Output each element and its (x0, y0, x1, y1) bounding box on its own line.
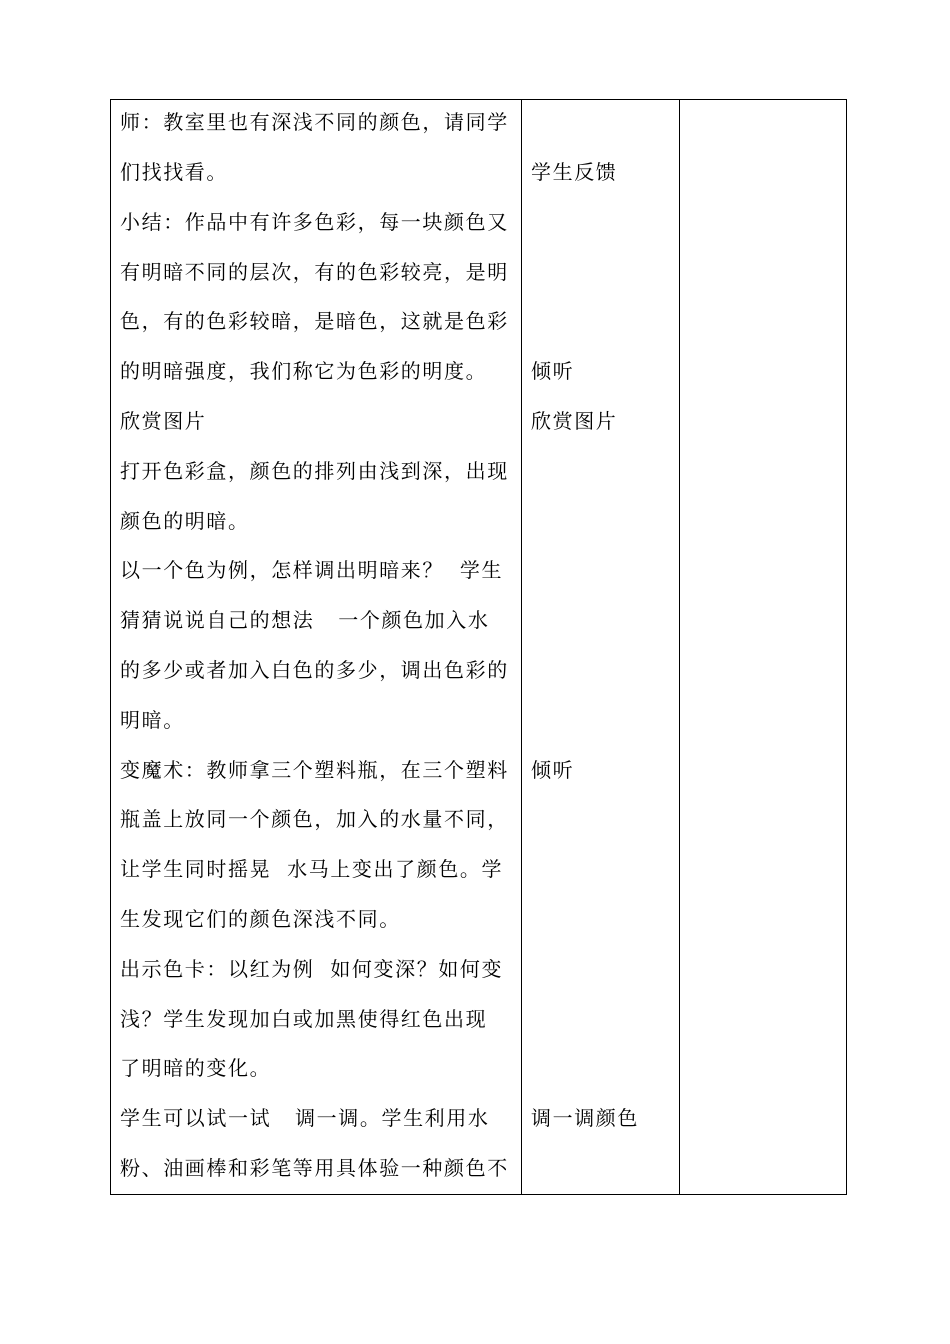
text-line: 欣赏图片 (120, 409, 207, 433)
text-line: 颜色的明暗。 (120, 509, 250, 533)
lesson-plan-table (110, 99, 847, 1195)
text-line: 粉、油画棒和彩笔等用具体验一种颜色不 (120, 1156, 509, 1180)
text-line: 变魔术：教师拿三个塑料瓶，在三个塑料 (120, 758, 509, 782)
text-line: 打开色彩盒，颜色的排列由浅到深，出现 (120, 459, 509, 483)
text-line: 了明暗的变化。 (120, 1056, 272, 1080)
text-line: 学生可以试一试 调一调。学生利用水 (120, 1106, 490, 1130)
student-appreciate-text: 欣赏图片 (531, 409, 618, 433)
text-line: 浅？学生发现加白或加黑使得红色出现 (120, 1007, 488, 1031)
student-mix-colors-text: 调一调颜色 (531, 1106, 639, 1130)
text-line: 有明暗不同的层次，有的色彩较亮，是明 (120, 260, 509, 284)
text-line: 瓶盖上放同一个颜色，加入的水量不同， (120, 807, 509, 831)
text-line: 生发现它们的颜色深浅不同。 (120, 907, 401, 931)
text-line: 的明暗强度，我们称它为色彩的明度。 (120, 359, 488, 383)
text-line: 以一个色为例，怎样调出明暗来？ 学生 (120, 558, 504, 582)
text-line: 猜猜说说自己的想法 一个颜色加入水 (120, 608, 490, 632)
text-line: 出示色卡：以红为例 如何变深？如何变 (120, 957, 504, 981)
student-feedback-text: 学生反馈 (531, 160, 618, 184)
text-line: 们找找看。 (120, 160, 228, 184)
text-line: 色，有的色彩较暗，是暗色，这就是色彩 (120, 309, 509, 333)
text-line: 让学生同时摇晃 水马上变出了颜色。学 (120, 857, 504, 881)
column-divider (679, 100, 680, 1194)
column-divider (521, 100, 522, 1194)
text-line: 师：教室里也有深浅不同的颜色，请同学 (120, 110, 509, 134)
text-line: 小结：作品中有许多色彩，每一块颜色又 (120, 210, 509, 234)
student-listen-text: 倾听 (531, 758, 575, 782)
student-listen-text: 倾听 (531, 359, 575, 383)
text-line: 明暗。 (120, 708, 185, 732)
text-line: 的多少或者加入白色的多少，调出色彩的 (120, 658, 509, 682)
